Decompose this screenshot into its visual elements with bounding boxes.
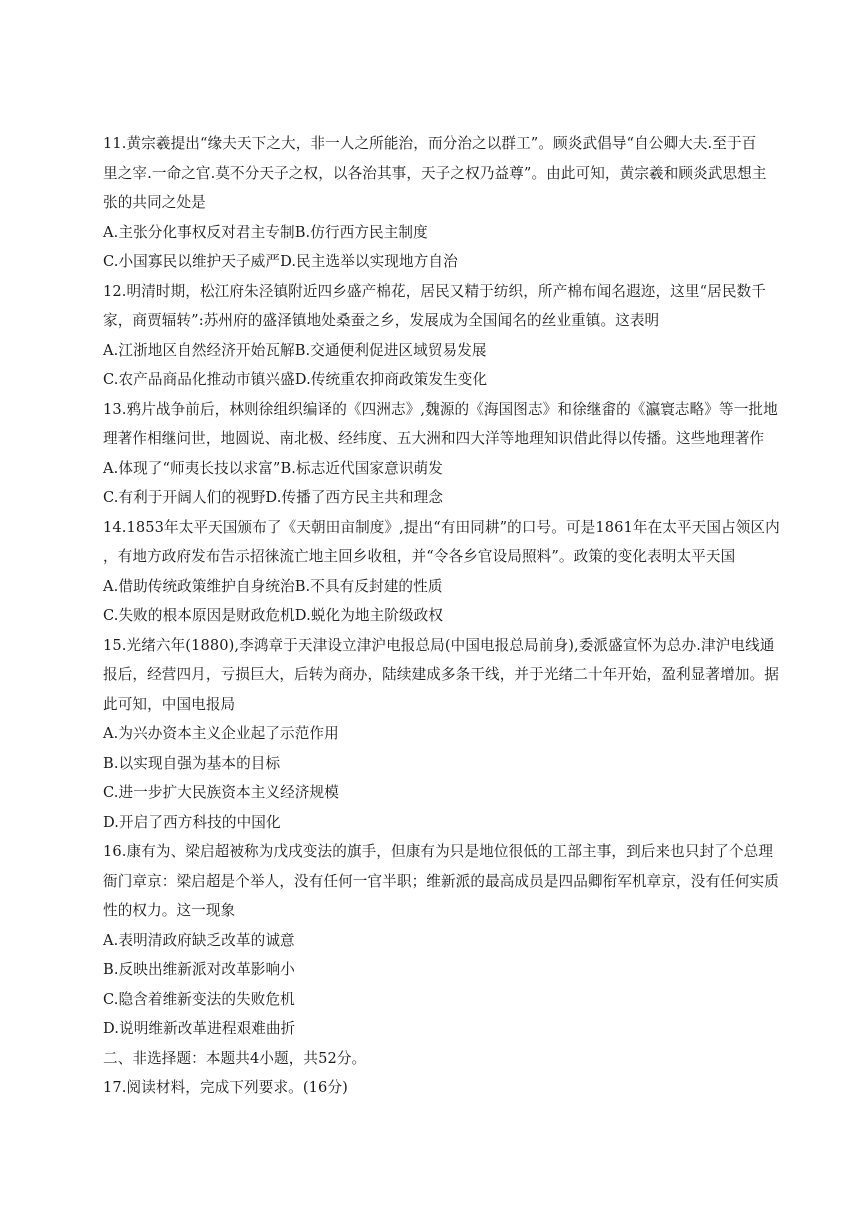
q11-options-ab: A.主张分化事权反对君主专制B.仿行西方民主制度 [103, 223, 428, 241]
q14-options-cd: C.失败的根本原因是财政危机D.蜕化为地主阶级政权 [103, 607, 444, 624]
q16-option-b: B.反映出维新派对改革影响小 [103, 961, 295, 978]
q15-option-c: C.进一步扩大民族资本主义经济规模 [103, 784, 339, 801]
exam-page [103, 129, 783, 1103]
q15-option-b: B.以实现自强为基本的目标 [103, 754, 281, 772]
q12-stem-line-2: 家，商贾辐转”:苏州府的盛泽镇地处桑蚕之乡，发展成为全国闻名的丝业重镇。这表明 [103, 312, 660, 329]
q15-stem-line-3: 此可知，中国电报局 [103, 695, 236, 713]
q12-options-ab: A.江浙地区自然经济开始瓦解B.交通便利促进区域贸易发展 [103, 341, 487, 359]
q11-stem-line-2: 里之宰.一命之官.莫不分天子之权，以各治其事，天子之权乃益尊”。由此可知，黄宗羲和顾炎武思想主 [103, 164, 767, 182]
q11-stem-line-3: 张的共同之处是 [103, 194, 206, 211]
section-heading: 二、非选择题：本题共4小题，共52分。 [103, 1049, 367, 1067]
q16-stem-line-1: 16.康有为、梁启超被称为戊戌变法的旗手，但康有为只是地位很低的工部主事，到后来也只封了个总理 [103, 843, 774, 860]
q16-stem-line-3: 性的权力。这一现象 [103, 902, 236, 919]
q16-option-c: C.隐含着维新变法的失败危机 [103, 990, 295, 1008]
q13-stem-line-2: 理著作相继问世，地圆说、南北极、经纬度、五大洲和四大洋等地理知识借此得以传播。这些地理著作 [103, 430, 765, 447]
q11-options-cd: C.小国寡民以维护天子威严D.民主选举以实现地方自治 [103, 253, 458, 270]
q14-options-ab: A.借助传统政策维护自身统治B.不具有反封建的性质 [103, 577, 443, 595]
q13-options-ab: A.体现了“师夷长技以求富”B.标志近代国家意识萌发 [103, 459, 443, 477]
q14-stem-line-1: 14.1853年太平天国颁布了《天朝田亩制度》,提出“有田同耕”的口号。可是1861年在太平天国占领区内 [103, 518, 780, 536]
q14-stem-line-2: ，有地方政府发布告示招徕流亡地主回乡收租，并“令各乡官设局照料”。政策的变化表明太平天国 [103, 548, 736, 565]
q17-stem-line-1: 17.阅读材料，完成下列要求。(16分) [103, 1079, 348, 1096]
q15-stem-line-1: 15.光绪六年(1880),李鸿章于天津设立津沪电报总局(中国电报总局前身),委派盛宣怀为总办.津沪电线通 [103, 636, 775, 654]
q16-stem-line-2: 衙门章京：梁启超是个举人，没有任何一官半职；维新派的最高成员是四品卿衔军机章京，没有任何实质 [103, 872, 779, 890]
q16-option-a: A.表明清政府缺乏改革的诚意 [103, 931, 295, 949]
q16-option-d: D.说明维新改革进程艰难曲折 [103, 1020, 296, 1037]
q13-stem-line-1: 13.鸦片战争前后，林则徐组织编译的《四洲志》,魏源的《海国图志》和徐继畬的《瀛寰志略》等一批地 [103, 400, 778, 418]
q15-option-d: D.开启了西方科技的中国化 [103, 813, 281, 831]
q15-option-a: A.为兴办资本主义企业起了示范作用 [103, 725, 339, 742]
q13-options-cd: C.有利于开阔人们的视野D.传播了西方民主共和理念 [103, 489, 444, 506]
q15-stem-line-2: 报后，经营四月，亏损巨大，后转为商办，陆续建成多条干线，并于光绪二十年开始，盈利显著增加。据 [103, 666, 779, 683]
q12-stem-line-1: 12.明清时期，松江府朱泾镇附近四乡盛产棉花，居民又精于纺织，所产棉布闻名遐迩，这里“居民数千 [103, 282, 766, 300]
q11-stem-line-1: 11.黄宗羲提出“缘夫天下之大，非一人之所能治，而分治之以群工”。顾炎武倡导“自公卿大夫.至于百 [103, 135, 757, 152]
q12-options-cd: C.农产品商品化推动市镇兴盛D.传统重农抑商政策发生变化 [103, 371, 488, 388]
